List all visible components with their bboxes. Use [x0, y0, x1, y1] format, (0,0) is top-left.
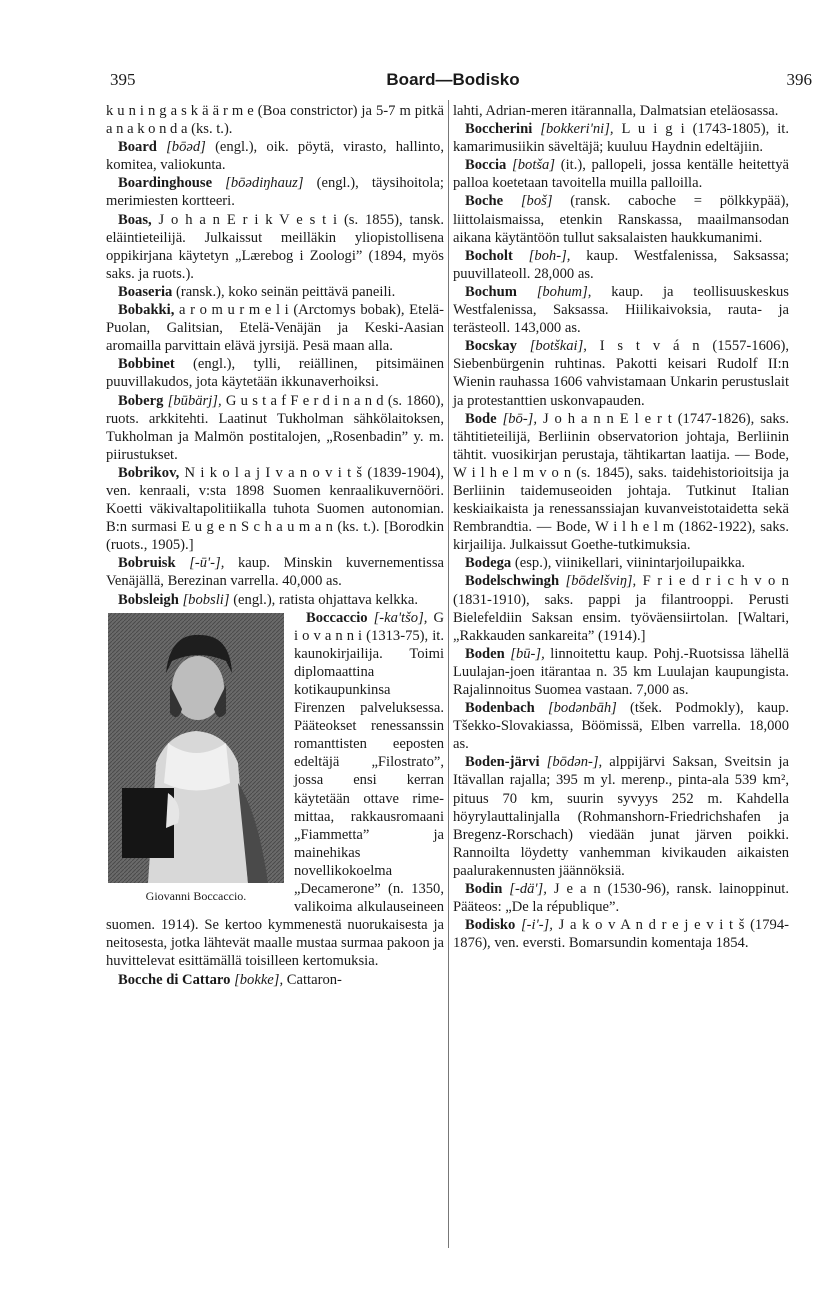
entry-text: (engl.), ratista ohjattava kelkka. — [233, 591, 418, 608]
entry-pronunciation: [bohum], — [536, 283, 592, 300]
dictionary-entry — [106, 174, 444, 210]
page-number-left: 395 — [110, 70, 136, 89]
entry-text: (ransk.), koko seinän peittävä paneili. — [175, 283, 396, 300]
dictionary-entry — [106, 283, 444, 301]
entry-text: N i k o l a j I v a n o v i t š (1839-1904), ven. kenraali, v:sta 1898 Suomen kenraalikuvernööri. Koetti väkivaltapolitiikalla tuhota Suomen autonomian. B:n surmasi E u g e n S c h a u m a n (ks. t.). [Borodkin (ruots., 1905).] — [106, 464, 444, 554]
entry-pronunciation: [-dä'], — [509, 881, 547, 898]
entry-pronunciation: [botša] — [512, 157, 556, 174]
dictionary-entry — [106, 211, 444, 283]
page-header — [110, 70, 812, 94]
dictionary-entry — [106, 301, 444, 355]
entry-pronunciation: [bōəd] — [166, 139, 206, 156]
dictionary-entry — [453, 572, 789, 644]
entry-text: J o h a n E r i k V e s t i (s. 1855), tansk. eläintieteilijä. Julkaissut meilläkin yliopistollisena oppikirjana käytetyn „Lærebog i Zoologi” (1894, myös saks. ja ruots.). — [106, 211, 444, 282]
dictionary-entry — [106, 355, 444, 391]
entry-headword: Bobruisk — [118, 555, 176, 572]
entry-headword: Bobrikov, — [118, 464, 180, 481]
entry-pronunciation: [botškai], — [529, 338, 587, 355]
entry-headword: Bocholt — [465, 247, 513, 264]
dictionary-entry — [453, 337, 789, 409]
entry-headword: Bodega — [465, 555, 512, 572]
entry-text: L u i g i (1743-1805), it. kamarimusiikin säveltäjä; kuuluu Haydnin edeltäjiin. — [453, 121, 789, 156]
running-head: Board—Bodisko — [386, 70, 520, 89]
entry-text: I s t v á n (1557-1606), Siebenbürgenin ruhtinas. Pakotti keisari Rudolf II:n Wienin rauhassa 1606 vahvistamaan Unkarin perustuslait ja protestanttien uskonvapauden. — [453, 338, 789, 409]
entry-text: kaup. Westfalenissa, Saksassa; puuvillateoll. 28,000 as. — [453, 247, 789, 282]
dictionary-entry — [106, 464, 444, 554]
entry-text: (engl.), täysihoitola; merimiesten kortteeri. — [106, 175, 444, 210]
dictionary-entry — [453, 192, 789, 246]
entry-pronunciation: [bodənbāh] — [547, 700, 617, 717]
column-divider — [448, 100, 449, 1248]
entry-headword: Boas, — [118, 211, 152, 228]
entry-headword: Bochum — [465, 283, 517, 300]
entry-text: J a k o v A n d r e j e v i t š (1794-1876), ven. eversti. Bomarsundin komentaja 1854. — [453, 917, 789, 952]
dictionary-entry — [453, 283, 789, 337]
entry-text: (esp.), viinikellari, viinintarjoilupaikka. — [514, 555, 746, 572]
entry-text: J e a n (1530-96), ransk. lainoppinut. Pääteos: „De la république”. — [453, 881, 789, 916]
dictionary-entry — [453, 916, 789, 952]
entry-text: G u s t a f F e r d i n a n d (s. 1860), ruots. arkkitehti. Laatinut Tukholman sähkölaitoksen, Tukholman ja Malmön postitalojen, „Rosenbadin” y. m. piirustukset. — [106, 392, 444, 463]
entry-pronunciation: [boš] — [520, 193, 553, 210]
dictionary-entry — [106, 591, 444, 609]
page-number-right: 396 — [786, 70, 812, 89]
entry-headword: Boche — [465, 193, 504, 210]
entry-headword: Bodin — [465, 881, 503, 898]
dictionary-entry — [106, 971, 444, 989]
entry-headword: Boccia — [465, 157, 507, 174]
dictionary-entry — [106, 554, 444, 590]
entry-pronunciation: [-ka'tšo], — [373, 609, 428, 626]
entry-pronunciation: [-i'-], — [520, 917, 553, 934]
entry-text: G i o v a n n i (1313-75), it. kaunokirjailija. Toimi diplomaattina kotikaupunkinsa Firenzen palveluksessa. Pääteokset renessanssin romanttisten eeposten edeltäjä „Filostrato”, jossa ensi kerran käytetään ottave rime-mittaa, rakkausromaani „Fiammetta” ja mainehikas novellikokoelma „Decamerone” (n. 1350, valikoima alkulauseineen suomen. 1914). Se kertoo kymmenestä nuorukaisesta ja neitosesta, jotka lähtevät maalle mustaa surmaa pakoon ja huvittelevat esittämällä toisilleen kertomuksia. — [106, 609, 444, 970]
dictionary-entry — [453, 753, 789, 880]
entry-text: (engl.), oik. pöytä, virasto, hallinto, komitea, valiokunta. — [106, 139, 444, 174]
entry-headword: Bobakki, — [118, 302, 175, 319]
dictionary-entry — [453, 699, 789, 753]
entry-text: Cattaron- — [286, 971, 342, 988]
entry-headword: Boccaccio — [306, 609, 368, 626]
entry-headword: Bodisko — [465, 917, 516, 934]
entry-text: (it.), pallopeli, jossa kentälle heitettyä palloa koetetaan tavoitella muilla palloilla. — [453, 157, 789, 192]
entry-pronunciation: [bōdelšviŋ], — [565, 573, 637, 590]
entry-text: lahti, Adrian-meren itärannalla, Dalmatsian eteläosassa. — [453, 103, 779, 119]
entry-text: F r i e d r i c h v o n (1831-1910), saks. pappi ja filantrooppi. Perusti Bielefeldiin Saksan ensim. työväensiirtolan. [Waltari, „Rakkauden sankareita” (1914).] — [453, 573, 789, 644]
entry-text: a r o m u r m e l i (Arctomys bobak), Etelä-Puolan, Galitsian, Etelä-Venäjän ja Keski-Aasian aromailla parvittain elävä jyrsijä. Pesä maan alla. — [106, 302, 444, 355]
entry-pronunciation: [bō-], — [502, 410, 538, 427]
entry-headword: Bodelschwingh — [465, 573, 560, 590]
entry-pronunciation: [bōdən-], — [546, 754, 603, 771]
entry-headword: Boberg — [118, 392, 164, 409]
dictionary-entry — [453, 120, 789, 156]
entry-headword: Bode — [465, 410, 497, 427]
entry-pronunciation: [bokke], — [234, 971, 284, 988]
entry-headword: Boardinghouse — [118, 175, 213, 192]
entry-headword: Bocskay — [465, 338, 517, 355]
dictionary-entry — [453, 102, 789, 120]
entry-pronunciation: [bū-], — [510, 645, 545, 662]
entry-pronunciation: [boh-], — [528, 247, 571, 264]
entry-pronunciation: [bokkeri'ni], — [540, 121, 614, 138]
dictionary-entry — [453, 880, 789, 916]
entry-text: alppijärvi Saksan, Sveitsin ja Itävallan rajalla; 395 m yl. merenp., pinta-ala 539 km², pituus 70 km, suurin syvyys 252 m. Kahdella höyrylauttalinjalla (Rohmanshorn-Friedrichshafen ja Bregenz-Rorschach) viedään junat järven poikki. Rannoilta löydetty vanhemman kivikauden aikaisten paalurakennusten jäännöksiä. — [453, 754, 789, 879]
entry-headword: Bobsleigh — [118, 591, 179, 608]
entry-text: J o h a n n E l e r t (1747-1826), saks. tähtitieteilijä, Berliinin observatorion johtaja, Berliinin tähtit. vuosikirjan perustaja, tähtikartan laatija. — Bode, W i l h e l m v o n (s. 1845), saks. taidehistorioitsija ja Berliinin taidemuseoiden johtaja. Tutkinut Italian keskiaikaista ja renessanssiajan kuvanveistotaidetta sekä Rembrandtia. — Bode, W i l h e l m (1862-1922), saks. kirjailija. Julkaissut Goethe-tutkimuksia. — [453, 410, 789, 554]
dictionary-entry — [453, 554, 789, 572]
right-column — [453, 102, 789, 952]
dictionary-entry — [106, 102, 444, 138]
entry-text: (tšek. Podmokly), kaup. Tšekko-Slovakiassa, Böömissä, Elben varrella. 18,000 as. — [453, 700, 789, 753]
entry-pronunciation: [-ū'-], — [189, 555, 225, 572]
entry-text: (ransk. caboche = pölkkypää), liittolaismaissa, etenkin Ranskassa, maailmansodan aikana käytäntöön tullut saksalaisten haukkumanimi. — [453, 193, 789, 246]
entry-pronunciation: [būbärj], — [167, 392, 222, 409]
entry-headword: Boaseria — [118, 283, 173, 300]
entry-pronunciation: [bobsli] — [182, 591, 230, 608]
left-column — [106, 102, 444, 989]
boccaccio-portrait-image — [108, 613, 284, 883]
dictionary-entry — [106, 138, 444, 174]
entry-headword: Bodenbach — [465, 700, 535, 717]
entry-text: kaup. Minskin kuvernementissa Venäjällä, Berezinan varrella. 40,000 as. — [106, 555, 444, 590]
dictionary-entry — [453, 410, 789, 555]
dictionary-entry — [453, 156, 789, 192]
entry-headword: Bocche di Cattaro — [118, 971, 231, 988]
dictionary-entry — [453, 247, 789, 283]
entry-pronunciation: [bōədiŋhauz] — [225, 175, 304, 192]
entry-text: kaup. ja teollisuuskeskus Westfalenissa, Saksassa. Hiilikaivoksia, rauta- ja terästeoll. 143,000 as. — [453, 283, 789, 337]
dictionary-entry — [453, 645, 789, 699]
entry-text: k u n i n g a s k ä ä r m e (Boa constrictor) ja 5-7 m pitkä a n a k o n d a (ks. t.). — [106, 103, 444, 138]
dictionary-entry — [106, 392, 444, 464]
entry-headword: Boden-järvi — [465, 754, 540, 771]
entry-headword: Boccherini — [465, 121, 533, 138]
portrait-caption: Giovanni Boccaccio. — [145, 888, 247, 903]
boccaccio-portrait-figure — [106, 613, 286, 913]
entry-headword: Board — [118, 139, 157, 156]
entry-text: linnoitettu kaup. Pohj.-Ruotsissa lähellä Luulajan-joen itärantaa n. 35 km Luulajan kaupungista. Rajalinnoitus Suomea vastaan. 7,000 as. — [453, 645, 789, 698]
entry-headword: Bobbinet — [118, 356, 175, 373]
entry-text: (engl.), tylli, reiällinen, pitsimäinen puuvillakudos, jota käytetään ikkunaverhoiksi. — [106, 356, 444, 391]
entry-headword: Boden — [465, 645, 505, 662]
